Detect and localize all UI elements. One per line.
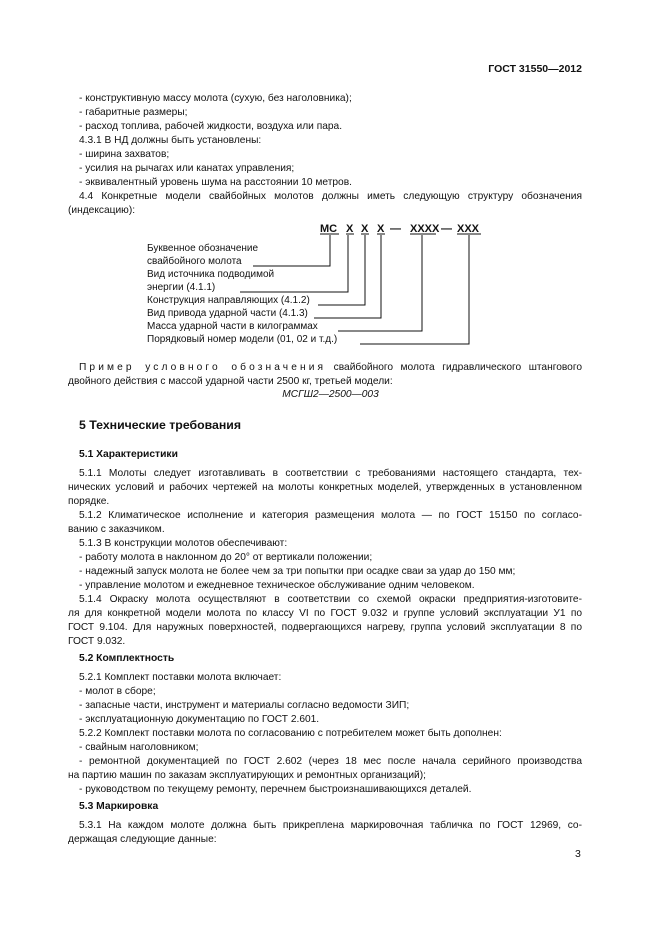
section-title: 5 Технические требования — [79, 418, 241, 432]
example-prefix: Пример условного обозначения — [79, 362, 327, 373]
code-part: — — [441, 223, 452, 235]
code-part: ХХХ — [457, 223, 480, 235]
designation-label: Вид источника подводимой — [147, 269, 275, 280]
list-item: - управление молотом и ежедневное техническое обслуживание одним человеком. — [79, 580, 475, 591]
code-part: Х — [346, 223, 354, 235]
paragraph-line: ГОСТ 9.032. — [68, 636, 126, 647]
document-code: ГОСТ 31550—2012 — [488, 63, 582, 75]
paragraph-line: ля для конкретной модели молота по классу VI по ГОСТ 9.032 и группе условий эксплуатации У1 по — [68, 608, 582, 619]
paragraph-line: ГОСТ 9.104. Для наружных поверхностей, подвергающихся нагреву, группа условий эксплуатации 8 по — [68, 622, 582, 633]
paragraph-line: 5.2.1 Комплект поставки молота включает: — [79, 672, 282, 683]
code-part: Х — [361, 223, 369, 235]
designation-label: энергии (4.1.1) — [147, 282, 216, 293]
paragraph-line: ванию с заказчиком. — [68, 524, 165, 535]
leader-line — [360, 235, 469, 344]
leader-line — [253, 235, 330, 266]
designation-label: Масса ударной части в килограммах — [147, 321, 318, 332]
example-line-1 — [79, 361, 582, 374]
paragraph-line: 5.3.1 На каждом молоте должна быть прикреплена маркировочная табличка по ГОСТ 12969, со- — [79, 820, 582, 831]
paragraph-line: 5.2.2 Комплект поставки молота по согласованию с потребителем может быть дополнен: — [79, 728, 502, 739]
paragraph-4-4: 4.4 Конкретные модели свайбойных молотов должны иметь следующую структуру обозначения — [79, 191, 582, 202]
paragraph-line: 5.1.3 В конструкции молотов обеспечивают: — [79, 538, 288, 549]
list-item: - надежный запуск молота не более чем за три попытки при осадке сваи за удар до 150 мм; — [79, 566, 516, 577]
list-item: - запасные части, инструмент и материалы согласно ведомости ЗИП; — [79, 700, 410, 711]
code-part: МС — [320, 223, 338, 235]
list-item: - работу молота в наклонном до 20° от вертикали положении; — [79, 552, 373, 563]
paragraph-line: 5.1.1 Молоты следует изготавливать в соответствии с требованиями настоящего стандарта, тех- — [79, 468, 582, 479]
paragraph-line: порядке. — [68, 496, 110, 507]
paragraph-line: 5.1.4 Окраску молота осуществляют в соответствии со схемой окраски предприятия-изготовите- — [79, 594, 582, 605]
designation-label: Вид привода ударной части (4.1.3) — [147, 308, 308, 319]
list-item: - эксплуатационную документацию по ГОСТ 2.601. — [79, 714, 320, 725]
paragraph-4-3-1: 4.3.1 В НД должны быть установлены: — [79, 135, 262, 146]
list-item: - конструктивную массу молота (сухую, без наголовника); — [79, 93, 352, 104]
example-text: свайбойного молота гидравлического штангового — [333, 362, 582, 373]
list-item: - свайным наголовником; — [79, 742, 199, 753]
subsection-title-5-2: 5.2 Комплектность — [79, 653, 175, 664]
subsection-title-5-1: 5.1 Характеристики — [79, 449, 178, 460]
list-item: - ширина захватов; — [79, 149, 170, 160]
code-part: — — [390, 223, 401, 235]
subsection-title-5-3: 5.3 Маркировка — [79, 801, 159, 812]
paragraph-line: 5.1.2 Климатическое исполнение и категория размещения молота — по ГОСТ 15150 по согласо- — [79, 510, 582, 521]
paragraph-line: держащая следующие данные: — [68, 834, 217, 845]
list-item: - эквивалентный уровень шума на расстоянии 10 метров. — [79, 177, 352, 188]
list-item: - усилия на рычагах или канатах управления; — [79, 163, 295, 174]
list-item: - расход топлива, рабочей жидкости, воздуха или пара. — [79, 121, 343, 132]
list-item: - ремонтной документацией по ГОСТ 2.602 (через 18 мес после начала серийного производства — [79, 756, 582, 767]
designation-label: Конструкция направляющих (4.1.2) — [147, 295, 310, 306]
leader-line — [318, 235, 365, 305]
page-number: 3 — [575, 848, 581, 860]
designation-label: Буквенное обозначение — [147, 243, 259, 254]
designation-structure-diagram — [0, 0, 661, 360]
list-item: - руководством по текущему ремонту, перечнем быстроизнашивающихся деталей. — [79, 784, 472, 795]
code-part: Х — [377, 223, 385, 235]
example-line-2: двойного действия с массой ударной части 2500 кг, третьей модели: — [68, 376, 393, 387]
designation-label: свайбойного молота — [147, 256, 242, 267]
example-code: МСГШ2—2500—003 — [282, 389, 379, 400]
list-item: - молот в сборе; — [79, 686, 156, 697]
leader-line — [338, 235, 422, 331]
list-item: - габаритные размеры; — [79, 107, 188, 118]
paragraph-4-4-cont: (индексацию): — [68, 205, 136, 216]
code-part: ХХХХ — [410, 223, 440, 235]
paragraph-line: нических условий и рабочих чертежей на молоты конкретных моделей, утвержденных в установленном — [68, 482, 582, 493]
list-item-cont: на партию машин по заказам эксплуатирующих и ремонтных организаций); — [68, 770, 426, 781]
designation-label: Порядковый номер модели (01, 02 и т.д.) — [147, 334, 338, 345]
